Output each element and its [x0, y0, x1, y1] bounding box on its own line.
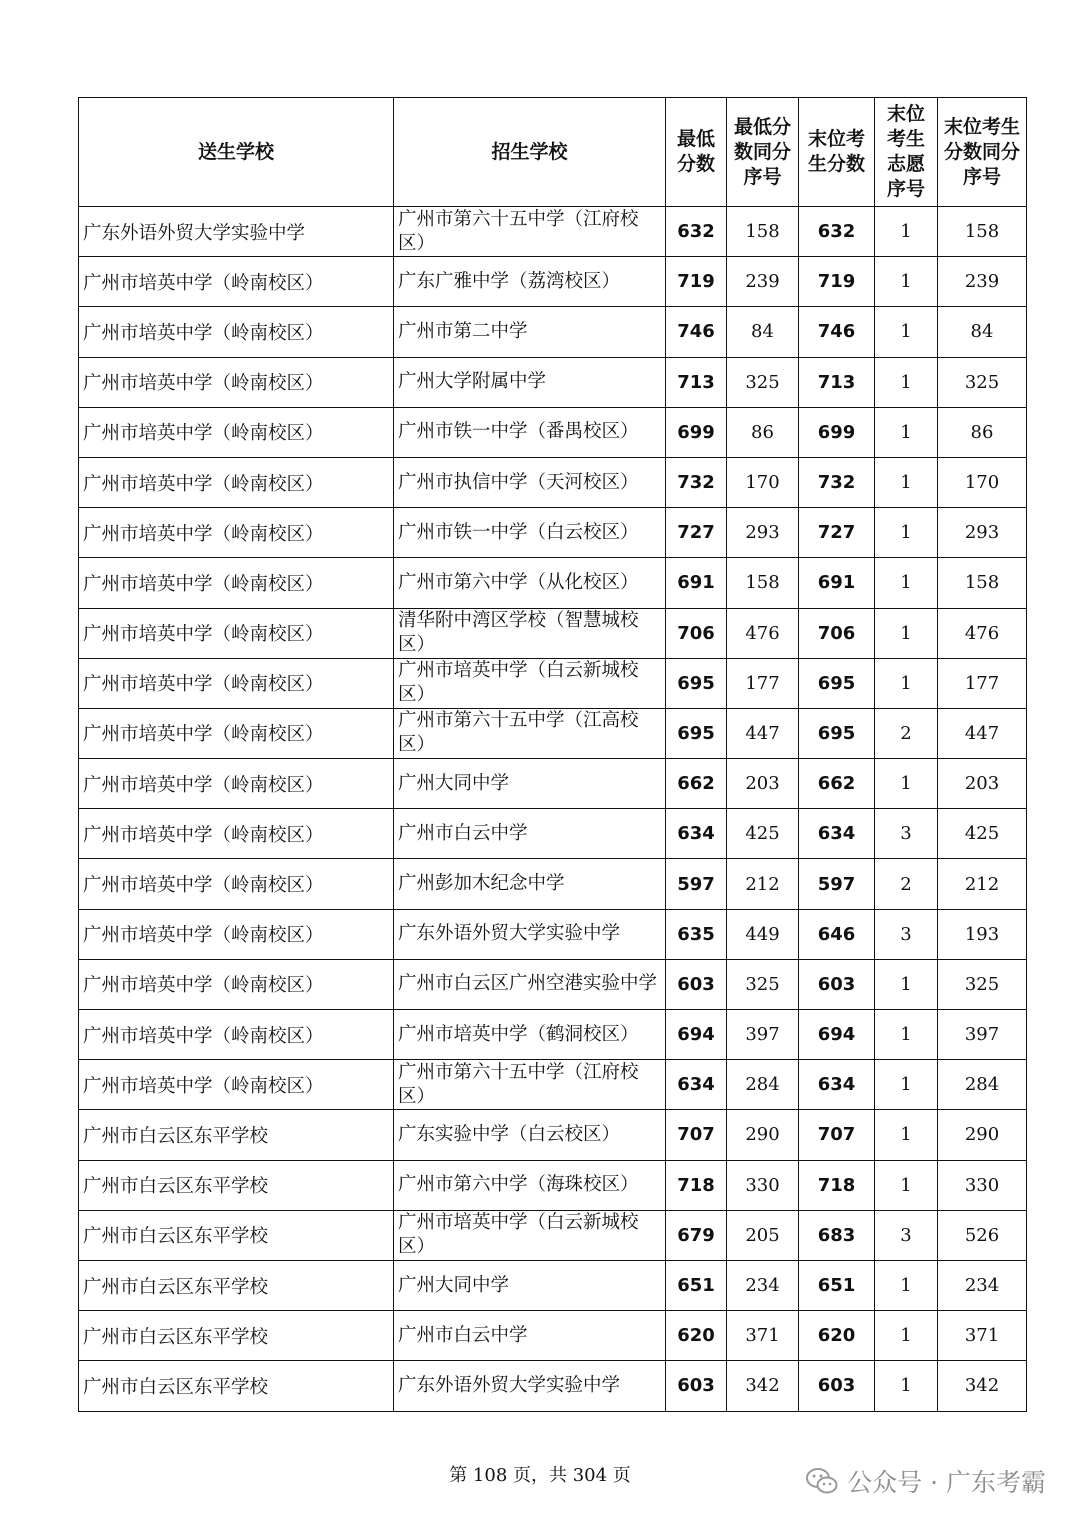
table-row [79, 1260, 1027, 1310]
min-score-rank-cell: 425 [727, 809, 799, 859]
receiving-school-cell: 广东外语外贸大学实验中学 [394, 909, 666, 959]
min-score-cell: 695 [666, 658, 727, 708]
last-choice-rank-cell: 1 [875, 357, 938, 407]
min-score-rank-cell: 330 [727, 1160, 799, 1210]
last-score-rank-cell: 234 [938, 1260, 1027, 1310]
min-score-cell: 732 [666, 457, 727, 507]
last-choice-rank-cell: 1 [875, 307, 938, 357]
last-choice-rank-cell: 1 [875, 508, 938, 558]
table-row [79, 1110, 1027, 1160]
last-score-rank-cell: 342 [938, 1361, 1027, 1411]
last-choice-rank-cell: 3 [875, 909, 938, 959]
last-score-rank-cell: 293 [938, 508, 1027, 558]
sending-school-cell: 广州市培英中学（岭南校区） [79, 257, 394, 307]
last-score-cell: 746 [799, 307, 875, 357]
sending-school-cell: 广州市培英中学（岭南校区） [79, 407, 394, 457]
last-choice-rank-cell: 1 [875, 1110, 938, 1160]
min-score-cell: 695 [666, 708, 727, 758]
last-score-rank-cell: 526 [938, 1210, 1027, 1260]
header-row [79, 98, 1027, 207]
receiving-school-cell: 广州市执信中学（天河校区） [394, 457, 666, 507]
header-last-score: 末位考 生分数 [799, 98, 875, 207]
last-score-cell: 662 [799, 759, 875, 809]
last-score-cell: 603 [799, 959, 875, 1009]
table-row [79, 1210, 1027, 1260]
sending-school-cell: 广州市培英中学（岭南校区） [79, 658, 394, 708]
min-score-rank-cell: 158 [727, 207, 799, 257]
table-body [79, 207, 1027, 1412]
table-row [79, 558, 1027, 608]
watermark-text: 公众号 · 广东考霸 [847, 1468, 1046, 1497]
last-choice-rank-cell: 2 [875, 859, 938, 909]
min-score-cell: 634 [666, 809, 727, 859]
min-score-rank-cell: 158 [727, 558, 799, 608]
sending-school-cell: 广州市白云区东平学校 [79, 1160, 394, 1210]
last-score-cell: 695 [799, 708, 875, 758]
min-score-rank-cell: 170 [727, 457, 799, 507]
page-number: 第 108 页，共 304 页 [449, 1465, 631, 1486]
receiving-school-cell: 广州大同中学 [394, 1260, 666, 1310]
sending-school-cell: 广州市培英中学（岭南校区） [79, 859, 394, 909]
receiving-school-cell: 广州市第六中学（从化校区） [394, 558, 666, 608]
receiving-school-cell: 广州市第六十五中学（江府校区） [394, 1060, 666, 1110]
min-score-rank-cell: 371 [727, 1311, 799, 1361]
receiving-school-cell: 广州市第二中学 [394, 307, 666, 357]
sending-school-cell: 广州市培英中学（岭南校区） [79, 608, 394, 658]
last-score-cell: 651 [799, 1260, 875, 1310]
min-score-rank-cell: 397 [727, 1010, 799, 1060]
last-score-rank-cell: 397 [938, 1010, 1027, 1060]
watermark [805, 1463, 1046, 1499]
header-receiving-school: 招生学校 [394, 98, 666, 207]
min-score-rank-cell: 203 [727, 759, 799, 809]
last-choice-rank-cell: 2 [875, 708, 938, 758]
sending-school-cell: 广州市培英中学（岭南校区） [79, 558, 394, 608]
min-score-cell: 718 [666, 1160, 727, 1210]
last-score-cell: 634 [799, 809, 875, 859]
min-score-rank-cell: 449 [727, 909, 799, 959]
min-score-cell: 662 [666, 759, 727, 809]
receiving-school-cell: 广州市铁一中学（白云校区） [394, 508, 666, 558]
table-row [79, 457, 1027, 507]
last-score-cell: 719 [799, 257, 875, 307]
min-score-rank-cell: 234 [727, 1260, 799, 1310]
receiving-school-cell: 广州大学附属中学 [394, 357, 666, 407]
last-score-rank-cell: 476 [938, 608, 1027, 658]
last-score-rank-cell: 325 [938, 357, 1027, 407]
sending-school-cell: 广州市培英中学（岭南校区） [79, 1060, 394, 1110]
last-choice-rank-cell: 1 [875, 959, 938, 1009]
last-score-rank-cell: 284 [938, 1060, 1027, 1110]
admission-table [78, 97, 1027, 1412]
min-score-cell: 597 [666, 859, 727, 909]
table-row [79, 257, 1027, 307]
last-choice-rank-cell: 1 [875, 558, 938, 608]
sending-school-cell: 广州市白云区东平学校 [79, 1210, 394, 1260]
receiving-school-cell: 广州市第六十五中学（江府校区） [394, 207, 666, 257]
min-score-rank-cell: 325 [727, 357, 799, 407]
header-min-score: 最低 分数 [666, 98, 727, 207]
last-score-cell: 646 [799, 909, 875, 959]
min-score-rank-cell: 205 [727, 1210, 799, 1260]
sending-school-cell: 广州市培英中学（岭南校区） [79, 809, 394, 859]
table-row [79, 1361, 1027, 1411]
table-row [79, 407, 1027, 457]
sending-school-cell: 广东外语外贸大学实验中学 [79, 207, 394, 257]
receiving-school-cell: 广州市白云区广州空港实验中学 [394, 959, 666, 1009]
min-score-cell: 632 [666, 207, 727, 257]
table-row [79, 207, 1027, 257]
min-score-rank-cell: 447 [727, 708, 799, 758]
last-score-rank-cell: 84 [938, 307, 1027, 357]
sending-school-cell: 广州市白云区东平学校 [79, 1110, 394, 1160]
receiving-school-cell: 广州市第六十五中学（江高校区） [394, 708, 666, 758]
last-score-rank-cell: 290 [938, 1110, 1027, 1160]
sending-school-cell: 广州市培英中学（岭南校区） [79, 759, 394, 809]
header-last-score-rank: 末位考生 分数同分 序号 [938, 98, 1027, 207]
last-score-rank-cell: 425 [938, 809, 1027, 859]
last-score-rank-cell: 325 [938, 959, 1027, 1009]
last-score-rank-cell: 177 [938, 658, 1027, 708]
table-row [79, 508, 1027, 558]
last-score-cell: 620 [799, 1311, 875, 1361]
min-score-rank-cell: 290 [727, 1110, 799, 1160]
receiving-school-cell: 广州市铁一中学（番禺校区） [394, 407, 666, 457]
last-choice-rank-cell: 1 [875, 1160, 938, 1210]
min-score-cell: 727 [666, 508, 727, 558]
last-score-cell: 707 [799, 1110, 875, 1160]
min-score-rank-cell: 293 [727, 508, 799, 558]
table-row [79, 1311, 1027, 1361]
min-score-cell: 713 [666, 357, 727, 407]
sending-school-cell: 广州市培英中学（岭南校区） [79, 708, 394, 758]
last-choice-rank-cell: 3 [875, 1210, 938, 1260]
min-score-cell: 694 [666, 1010, 727, 1060]
last-choice-rank-cell: 1 [875, 658, 938, 708]
last-score-rank-cell: 86 [938, 407, 1027, 457]
sending-school-cell: 广州市白云区东平学校 [79, 1260, 394, 1310]
min-score-cell: 679 [666, 1210, 727, 1260]
table-row [79, 959, 1027, 1009]
receiving-school-cell: 广州市培英中学（白云新城校区） [394, 658, 666, 708]
table-row [79, 1160, 1027, 1210]
last-score-cell: 691 [799, 558, 875, 608]
table-row [79, 1010, 1027, 1060]
min-score-rank-cell: 342 [727, 1361, 799, 1411]
last-score-cell: 634 [799, 1060, 875, 1110]
last-choice-rank-cell: 1 [875, 608, 938, 658]
last-score-rank-cell: 371 [938, 1311, 1027, 1361]
last-score-rank-cell: 170 [938, 457, 1027, 507]
last-choice-rank-cell: 1 [875, 207, 938, 257]
sending-school-cell: 广州市培英中学（岭南校区） [79, 457, 394, 507]
last-score-cell: 683 [799, 1210, 875, 1260]
table-row [79, 658, 1027, 708]
receiving-school-cell: 广东广雅中学（荔湾校区） [394, 257, 666, 307]
last-score-cell: 713 [799, 357, 875, 407]
last-score-cell: 603 [799, 1361, 875, 1411]
receiving-school-cell: 广东实验中学（白云校区） [394, 1110, 666, 1160]
last-choice-rank-cell: 1 [875, 1060, 938, 1110]
min-score-cell: 603 [666, 1361, 727, 1411]
last-choice-rank-cell: 1 [875, 407, 938, 457]
last-score-cell: 732 [799, 457, 875, 507]
last-score-rank-cell: 239 [938, 257, 1027, 307]
last-score-cell: 718 [799, 1160, 875, 1210]
min-score-rank-cell: 284 [727, 1060, 799, 1110]
wechat-icon [805, 1466, 839, 1496]
receiving-school-cell: 清华附中湾区学校（智慧城校区） [394, 608, 666, 658]
last-choice-rank-cell: 1 [875, 759, 938, 809]
last-choice-rank-cell: 1 [875, 457, 938, 507]
min-score-cell: 635 [666, 909, 727, 959]
min-score-cell: 706 [666, 608, 727, 658]
last-choice-rank-cell: 1 [875, 257, 938, 307]
min-score-cell: 634 [666, 1060, 727, 1110]
receiving-school-cell: 广州彭加木纪念中学 [394, 859, 666, 909]
min-score-cell: 719 [666, 257, 727, 307]
min-score-cell: 707 [666, 1110, 727, 1160]
table-row [79, 1060, 1027, 1110]
table-row [79, 809, 1027, 859]
min-score-rank-cell: 476 [727, 608, 799, 658]
min-score-cell: 691 [666, 558, 727, 608]
sending-school-cell: 广州市白云区东平学校 [79, 1361, 394, 1411]
table-row [79, 759, 1027, 809]
last-choice-rank-cell: 1 [875, 1311, 938, 1361]
header-sending-school: 送生学校 [79, 98, 394, 207]
table-row [79, 909, 1027, 959]
table-row [79, 859, 1027, 909]
table-row [79, 708, 1027, 758]
min-score-rank-cell: 325 [727, 959, 799, 1009]
table-row [79, 357, 1027, 407]
last-choice-rank-cell: 1 [875, 1260, 938, 1310]
receiving-school-cell: 广州市第六中学（海珠校区） [394, 1160, 666, 1210]
min-score-rank-cell: 86 [727, 407, 799, 457]
min-score-cell: 746 [666, 307, 727, 357]
sending-school-cell: 广州市白云区东平学校 [79, 1311, 394, 1361]
last-score-rank-cell: 212 [938, 859, 1027, 909]
sending-school-cell: 广州市培英中学（岭南校区） [79, 357, 394, 407]
last-score-cell: 632 [799, 207, 875, 257]
table-row [79, 307, 1027, 357]
header-min-score-rank: 最低分 数同分 序号 [727, 98, 799, 207]
last-score-cell: 597 [799, 859, 875, 909]
receiving-school-cell: 广东外语外贸大学实验中学 [394, 1361, 666, 1411]
header-last-choice-rank: 末位 考生 志愿 序号 [875, 98, 938, 207]
min-score-cell: 620 [666, 1311, 727, 1361]
last-score-rank-cell: 158 [938, 207, 1027, 257]
receiving-school-cell: 广州市培英中学（鹤洞校区） [394, 1010, 666, 1060]
receiving-school-cell: 广州市白云中学 [394, 1311, 666, 1361]
last-score-cell: 727 [799, 508, 875, 558]
sending-school-cell: 广州市培英中学（岭南校区） [79, 508, 394, 558]
min-score-rank-cell: 84 [727, 307, 799, 357]
last-score-rank-cell: 447 [938, 708, 1027, 758]
receiving-school-cell: 广州大同中学 [394, 759, 666, 809]
last-score-cell: 694 [799, 1010, 875, 1060]
last-score-rank-cell: 330 [938, 1160, 1027, 1210]
sending-school-cell: 广州市培英中学（岭南校区） [79, 307, 394, 357]
sending-school-cell: 广州市培英中学（岭南校区） [79, 1010, 394, 1060]
table-row [79, 608, 1027, 658]
last-choice-rank-cell: 1 [875, 1010, 938, 1060]
last-score-cell: 699 [799, 407, 875, 457]
min-score-rank-cell: 212 [727, 859, 799, 909]
min-score-cell: 603 [666, 959, 727, 1009]
min-score-cell: 651 [666, 1260, 727, 1310]
receiving-school-cell: 广州市培英中学（白云新城校区） [394, 1210, 666, 1260]
sending-school-cell: 广州市培英中学（岭南校区） [79, 909, 394, 959]
last-score-rank-cell: 158 [938, 558, 1027, 608]
last-score-rank-cell: 193 [938, 909, 1027, 959]
receiving-school-cell: 广州市白云中学 [394, 809, 666, 859]
min-score-rank-cell: 239 [727, 257, 799, 307]
last-score-cell: 706 [799, 608, 875, 658]
last-score-rank-cell: 203 [938, 759, 1027, 809]
min-score-cell: 699 [666, 407, 727, 457]
last-score-cell: 695 [799, 658, 875, 708]
min-score-rank-cell: 177 [727, 658, 799, 708]
last-choice-rank-cell: 3 [875, 809, 938, 859]
sending-school-cell: 广州市培英中学（岭南校区） [79, 959, 394, 1009]
last-choice-rank-cell: 1 [875, 1361, 938, 1411]
